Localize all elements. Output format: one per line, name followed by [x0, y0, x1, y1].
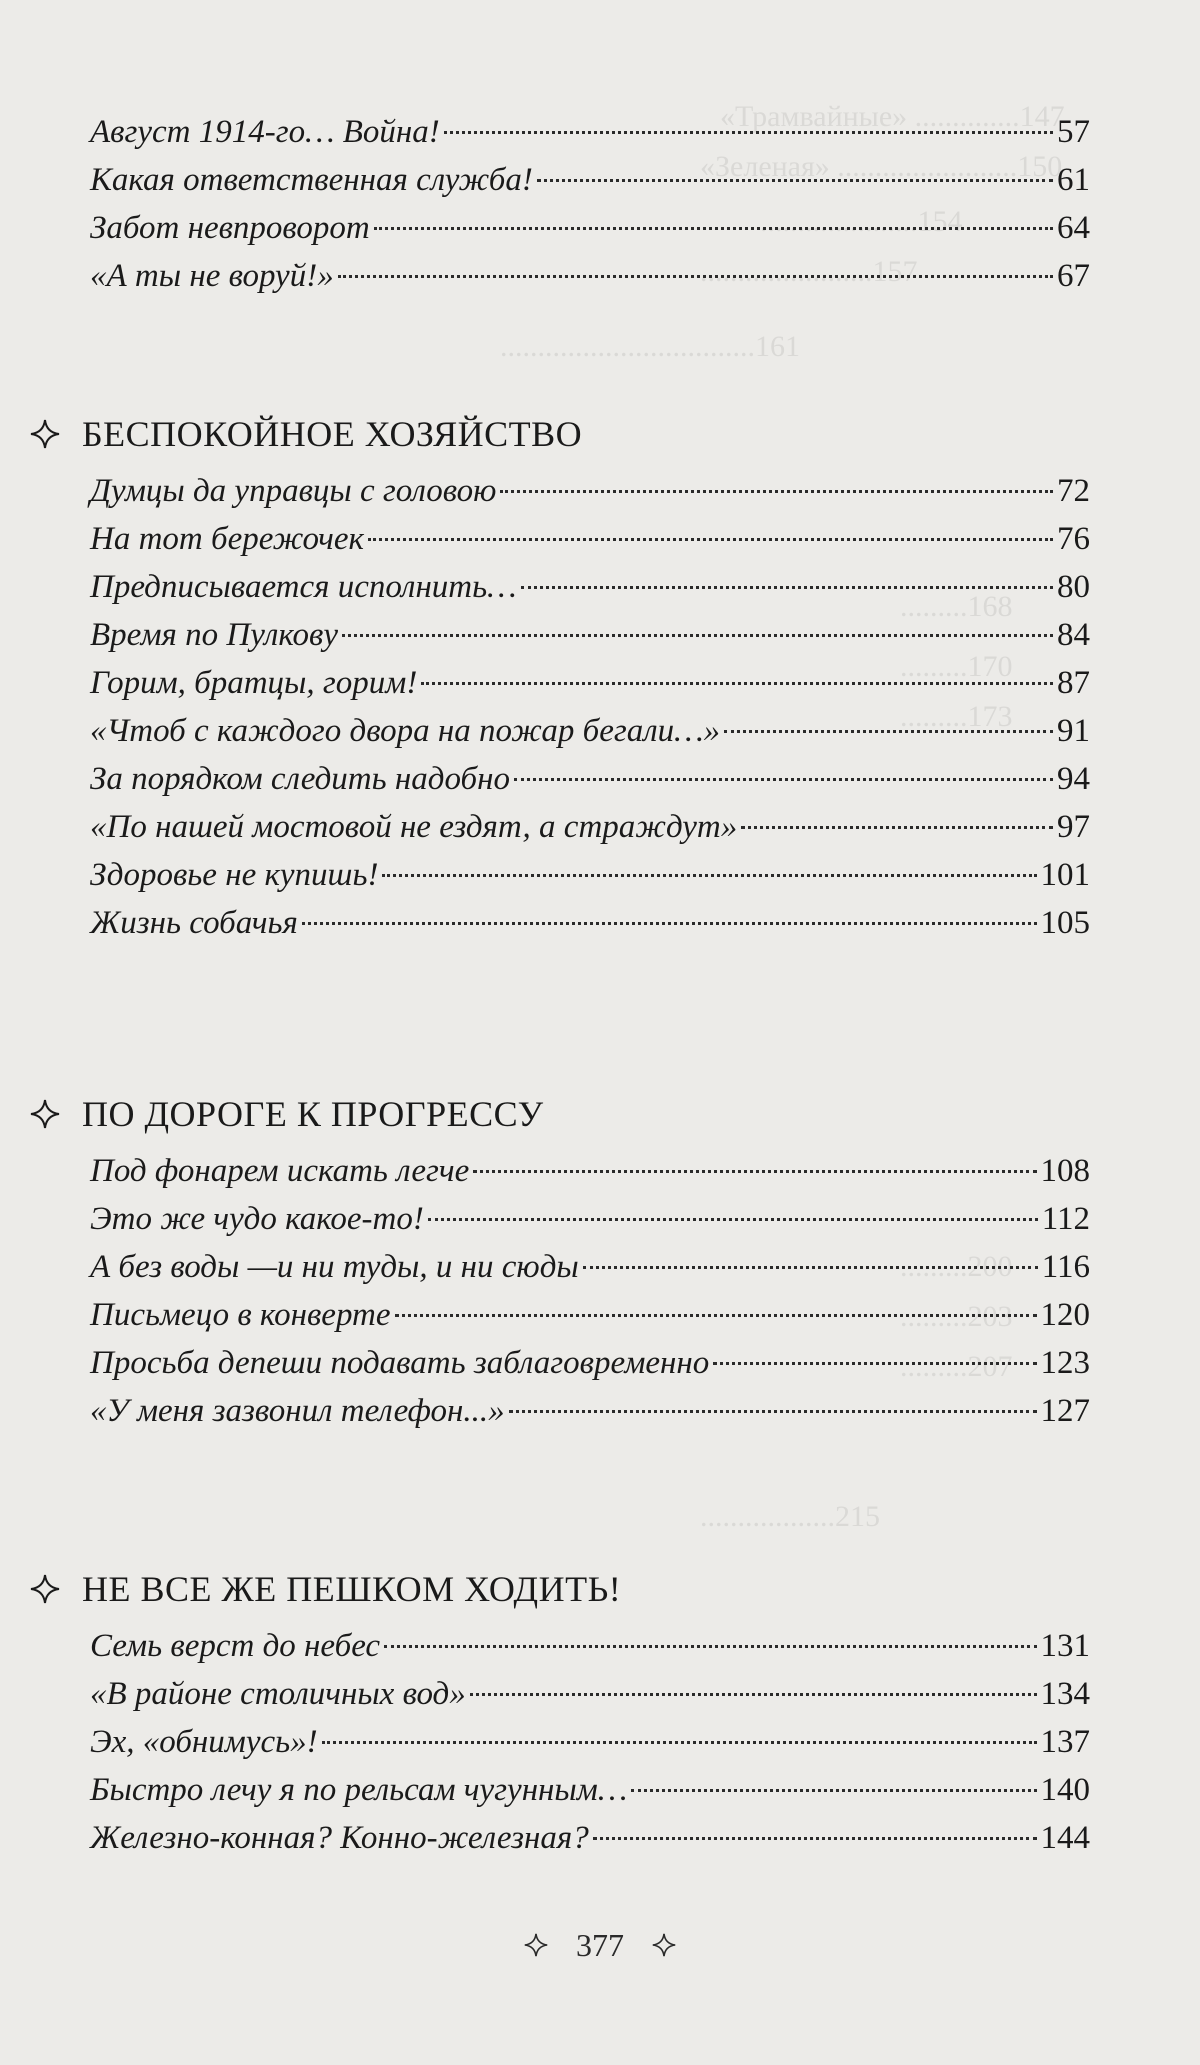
toc-entry[interactable]	[0, 1814, 1090, 1862]
entry-page: 140	[1040, 1772, 1090, 1808]
section-title: ПО ДОРОГЕ К ПРОГРЕССУ	[82, 1094, 544, 1134]
dot-leader	[470, 1693, 1037, 1696]
dot-leader	[509, 1410, 1037, 1413]
dot-leader	[342, 634, 1053, 637]
dot-leader	[444, 131, 1053, 134]
toc-entry[interactable]	[0, 252, 1090, 300]
dot-leader	[713, 1362, 1036, 1365]
section-heading[interactable]	[0, 1085, 1200, 1147]
toc-entry[interactable]	[0, 1243, 1090, 1291]
dot-leader	[724, 730, 1053, 733]
toc-section-war	[0, 108, 1200, 300]
entry-page: 87	[1057, 665, 1090, 701]
page-number: 377	[576, 1926, 624, 1963]
entry-title: Письмецо в конверте	[90, 1297, 391, 1333]
entry-title: Забот невпроворот	[90, 210, 370, 246]
entry-page: 76	[1057, 521, 1090, 557]
entry-page: 67	[1057, 258, 1090, 294]
entry-page: 120	[1040, 1297, 1090, 1333]
entry-title: «Чтоб с каждого двора на пожар бегали…»	[90, 713, 720, 749]
toc-entry[interactable]	[0, 467, 1090, 515]
dot-leader	[338, 275, 1053, 278]
toc-entry[interactable]	[0, 1718, 1090, 1766]
entry-title: Это же чудо какое-то!	[90, 1201, 424, 1237]
toc-entry[interactable]	[0, 851, 1090, 899]
dot-leader	[583, 1266, 1038, 1269]
dot-leader	[395, 1314, 1037, 1317]
entry-title: На тот бережочек	[90, 521, 364, 557]
toc-entry[interactable]	[0, 707, 1090, 755]
entry-title: «У меня зазвонил телефон...»	[90, 1393, 505, 1429]
entry-page: 144	[1040, 1820, 1090, 1856]
toc-entry[interactable]	[0, 1622, 1090, 1670]
four-point-star-icon	[30, 419, 60, 449]
entry-page: 101	[1040, 857, 1090, 893]
entry-title: Горим, братцы, горим!	[90, 665, 418, 701]
toc-entries	[0, 1147, 1200, 1435]
toc-entries	[0, 1622, 1200, 1862]
dot-leader	[421, 682, 1053, 685]
entry-title: Здоровье не купишь!	[90, 857, 379, 893]
dot-leader	[374, 227, 1053, 230]
toc-section-economy	[0, 405, 1200, 947]
entry-page: 72	[1057, 473, 1090, 509]
toc-entry[interactable]	[0, 803, 1090, 851]
page-footer	[0, 1920, 1200, 1970]
four-point-star-icon	[524, 1933, 548, 1957]
toc-entry[interactable]	[0, 899, 1090, 947]
entry-page: 97	[1057, 809, 1090, 845]
dot-leader	[322, 1741, 1037, 1744]
four-point-star-icon	[652, 1933, 676, 1957]
toc-entries	[0, 467, 1200, 947]
dot-leader	[514, 778, 1053, 781]
entry-page: 105	[1040, 905, 1090, 941]
toc-section-progress	[0, 1085, 1200, 1435]
entry-title: Предписывается исполнить…	[90, 569, 517, 605]
dot-leader	[521, 586, 1053, 589]
toc-entry[interactable]	[0, 755, 1090, 803]
entry-title: Эх, «обнимусь»!	[90, 1724, 318, 1760]
entry-page: 91	[1057, 713, 1090, 749]
entry-title: Время по Пулкову	[90, 617, 339, 653]
entry-title: Быстро лечу я по рельсам чугунным…	[90, 1772, 628, 1808]
entry-title: А без воды —и ни туды, и ни сюды	[90, 1249, 579, 1285]
dot-leader	[500, 490, 1053, 493]
toc-entry[interactable]	[0, 1766, 1090, 1814]
entry-page: 61	[1057, 162, 1090, 198]
dot-leader	[631, 1789, 1036, 1792]
four-point-star-icon	[30, 1099, 60, 1129]
entry-title: Просьба депеши подавать заблаговременно	[90, 1345, 710, 1381]
section-heading[interactable]	[0, 1560, 1200, 1622]
book-page: «Трамвайные» ..............147 «Зеленая» ........................150 .....................154 .......................157 ..................................161 .........168 .........170 .........173 .........200 .........203 .........207 ..................215 Август 1914-го… Война! 57 Какая ответственная служба! 61 Забот невпроворот 64 «А ты не воруй!» 67 БЕСПОКОЙНОЕ ХОЗЯЙСТВО Думцы да управцы с головою 72 На тот бережочек 76 Предписывается исполнить… 80 Время по Пулкову 84 Горим, братцы, горим! 87 «Чтоб с каждого двора на пожар бегали…» 91 За порядком следить надобно 94 «По нашей мостовой не ездят, а страждут» 97 Здоровье не купишь! 101 Жизнь собачья 105 ПО ДОРОГЕ К ПРОГРЕССУ Под фонарем искать легче 108 Это же чудо какое-то! 112 А без воды —и ни туды, и ни сюды 116 Письмецо в конверте 120 Просьба депеши подавать заблаговременно 123 «У меня зазвонил телефон...» 127 НЕ ВСЕ ЖЕ ПЕШКОМ ХОДИТЬ! Семь верст до небес 131 «В районе столичных вод» 134 Эх, «обнимусь»! 137 Быстро лечу я по рельсам чугунным… 140 Железно-конная? Конно-железная? 144 377	[0, 0, 1200, 2065]
toc-entry[interactable]	[0, 659, 1090, 707]
toc-entry[interactable]	[0, 563, 1090, 611]
four-point-star-icon	[30, 1574, 60, 1604]
dot-leader	[428, 1218, 1038, 1221]
entry-page: 80	[1057, 569, 1090, 605]
toc-entry[interactable]	[0, 1195, 1090, 1243]
section-title: НЕ ВСЕ ЖЕ ПЕШКОМ ХОДИТЬ!	[82, 1569, 622, 1609]
toc-entries	[0, 108, 1200, 300]
entry-title: «В районе столичных вод»	[90, 1676, 466, 1712]
entry-page: 137	[1040, 1724, 1090, 1760]
toc-entry[interactable]	[0, 1291, 1090, 1339]
dot-leader	[537, 179, 1053, 182]
entry-page: 57	[1057, 114, 1090, 150]
entry-title: Семь верст до небес	[90, 1628, 381, 1664]
entry-page: 127	[1040, 1393, 1090, 1429]
section-heading[interactable]	[0, 405, 1200, 467]
entry-title: Под фонарем искать легче	[90, 1153, 470, 1189]
toc-entry[interactable]	[0, 156, 1090, 204]
entry-page: 84	[1057, 617, 1090, 653]
toc-entry[interactable]	[0, 1147, 1090, 1195]
entry-page: 123	[1040, 1345, 1090, 1381]
toc-entry[interactable]	[0, 515, 1090, 563]
entry-page: 94	[1057, 761, 1090, 797]
entry-page: 108	[1040, 1153, 1090, 1189]
dot-leader	[741, 826, 1053, 829]
entry-title: «А ты не воруй!»	[90, 258, 334, 294]
dot-leader	[593, 1837, 1037, 1840]
toc-entry[interactable]	[0, 1387, 1090, 1435]
entry-title: Какая ответственная служба!	[90, 162, 533, 198]
entry-title: «По нашей мостовой не ездят, а страждут»	[90, 809, 738, 845]
entry-title: За порядком следить надобно	[90, 761, 510, 797]
toc-entry[interactable]	[0, 1339, 1090, 1387]
dot-leader	[384, 1645, 1036, 1648]
entry-page: 112	[1041, 1201, 1090, 1237]
entry-page: 131	[1040, 1628, 1090, 1664]
entry-title: Думцы да управцы с головою	[90, 473, 497, 509]
entry-page: 64	[1057, 210, 1090, 246]
toc-entry[interactable]	[0, 1670, 1090, 1718]
toc-entry[interactable]	[0, 204, 1090, 252]
entry-page: 116	[1041, 1249, 1090, 1285]
toc-entry[interactable]	[0, 108, 1090, 156]
entry-title: Железно-конная? Конно-железная?	[90, 1820, 589, 1856]
entry-page: 134	[1040, 1676, 1090, 1712]
dot-leader	[473, 1170, 1036, 1173]
entry-title: Жизнь собачья	[90, 905, 298, 941]
toc-entry[interactable]	[0, 611, 1090, 659]
dot-leader	[382, 874, 1036, 877]
section-title: БЕСПОКОЙНОЕ ХОЗЯЙСТВО	[82, 414, 583, 454]
dot-leader	[302, 922, 1037, 925]
dot-leader	[368, 538, 1053, 541]
toc-section-transport	[0, 1560, 1200, 1862]
entry-title: Август 1914-го… Война!	[90, 114, 440, 150]
